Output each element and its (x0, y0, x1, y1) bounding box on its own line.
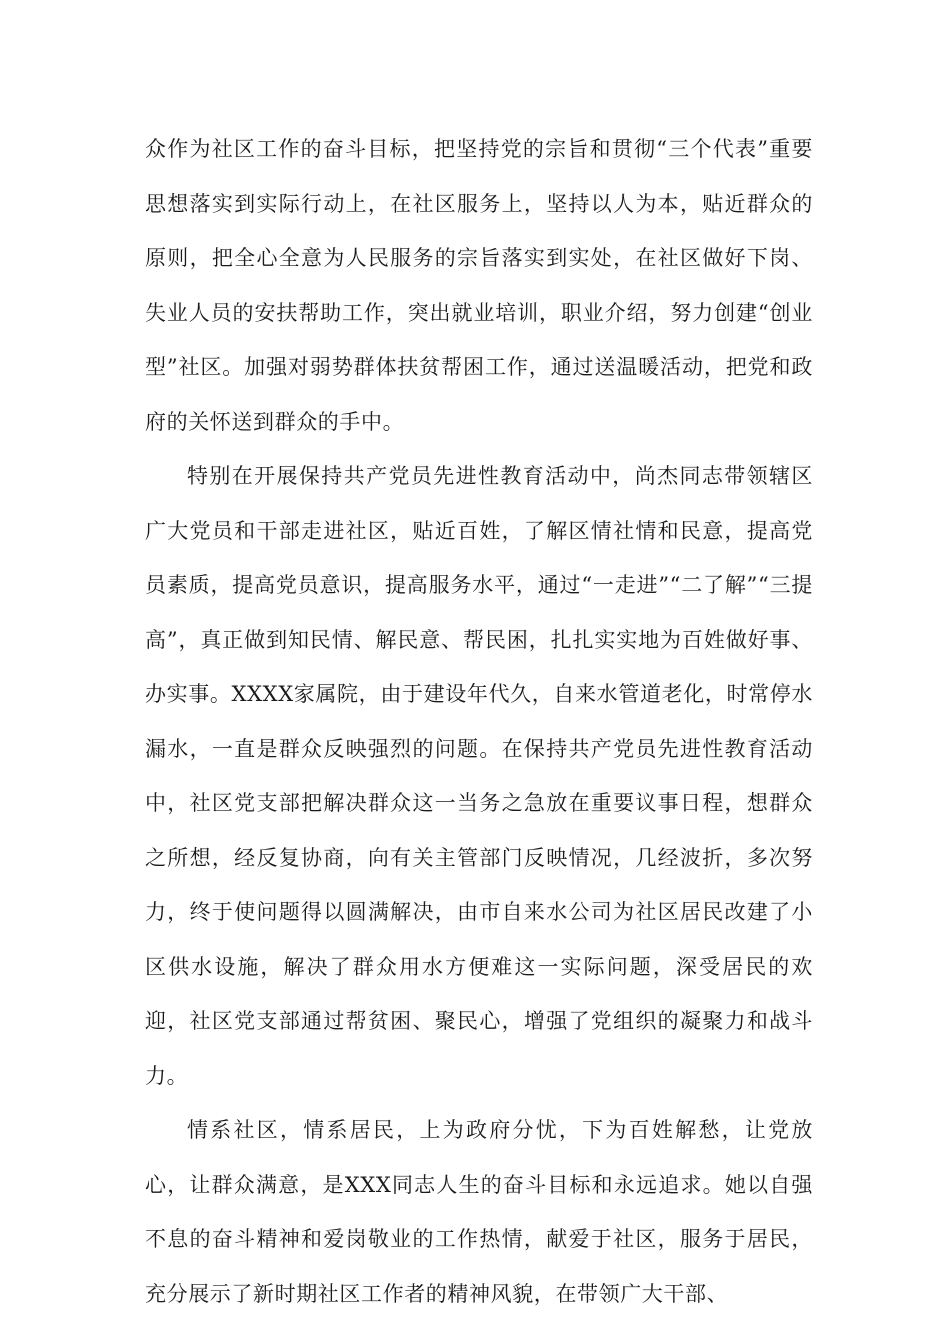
paragraph-3: 情系社区，情系居民，上为政府分忧，下为百姓解愁，让党放心，让群众满意，是XXX同志人生的奋斗目标和永远追求。她以自强不息的奋斗精神和爱岗敬业的工作热情，献爱于社区，服务于居民，充分展示了新时期社区工作者的精神风貌，在带领广大干部、 (145, 1118, 813, 1306)
paragraph-1: 众作为社区工作的奋斗目标，把坚持党的宗旨和贯彻“三个代表”重要思想落实到实际行动上，在社区服务上，坚持以人为本，贴近群众的原则，把全心全意为人民服务的宗旨落实到实处，在社区做好下岗、失业人员的安扶帮助工作，突出就业培训，职业介绍，努力创建“创业型”社区。加强对弱势群体扶贫帮困工作，通过送温暖活动，把党和政府的关怀送到群众的手中。 (145, 137, 813, 434)
document-body (145, 122, 813, 1321)
paragraph-2: 特别在开展保持共产党员先进性教育活动中，尚杰同志带领辖区广大党员和干部走进社区，贴近百姓，了解区情社情和民意，提高党员素质，提高党员意识，提高服务水平，通过“一走进”“二了解”“三提高”，真正做到知民情、解民意、帮民困，扎扎实实地为百姓做好事、办实事。XXXX家属院，由于建设年代久，自来水管道老化，时常停水漏水，一直是群众反映强烈的问题。在保持共产党员先进性教育活动中，社区党支部把解决群众这一当务之急放在重要议事日程，想群众之所想，经反复协商，向有关主管部门反映情况，几经波折，多次努力，终于使问题得以圆满解决，由市自来水公司为社区居民改建了小区供水设施，解决了群众用水方便难这一实际问题，深受居民的欢迎，社区党支部通过帮贫困、聚民心，增强了党组织的凝聚力和战斗力。 (145, 464, 813, 1088)
